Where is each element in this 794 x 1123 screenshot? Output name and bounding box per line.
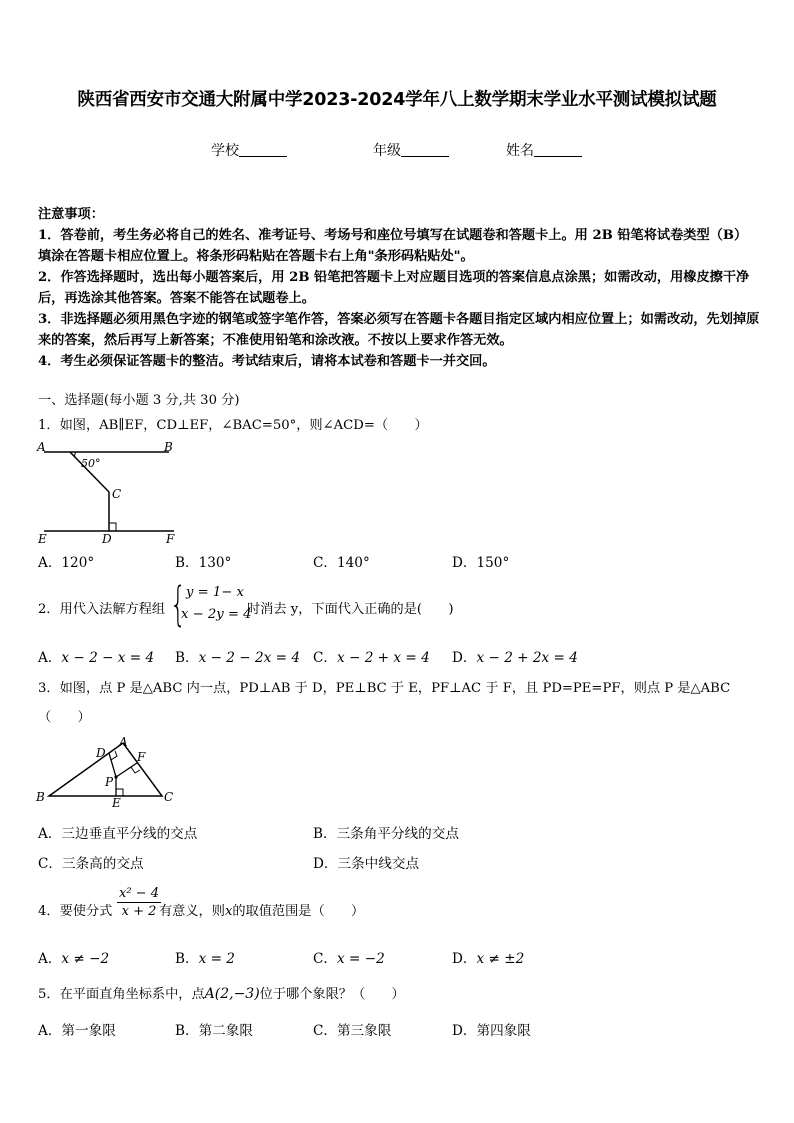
q4-option-a	[38, 947, 109, 967]
exam-notes	[38, 204, 760, 372]
option-expr: x − 2 − 2x = 4	[198, 650, 300, 666]
school-label: 学校	[211, 143, 239, 159]
q2-option-d	[452, 646, 578, 666]
option-letter: D．	[452, 650, 477, 666]
q3-figure	[34, 733, 179, 813]
name-blank	[534, 142, 582, 157]
option-expr: x − 2 + 2x = 4	[476, 650, 578, 666]
q1-label-f: F	[166, 532, 175, 546]
q4-suffix-a: 有意义，则	[159, 904, 225, 919]
option-letter: B．	[175, 951, 199, 967]
q4-variable: x	[224, 904, 233, 919]
q4-option-c	[313, 947, 385, 967]
q1-label-d: D	[102, 532, 112, 546]
q5-option-a: A．第一象限	[38, 1023, 116, 1039]
q2-option-a	[38, 646, 154, 666]
q1-option-b: B．130°	[175, 555, 232, 571]
q5-prefix: 5．在平面直角坐标系中，点	[38, 987, 205, 1002]
grade-blank	[401, 142, 449, 157]
q2-option-c	[313, 646, 430, 666]
q3-label-b: B	[36, 790, 45, 804]
q4-option-d	[452, 947, 524, 967]
brace-icon: {	[170, 577, 187, 631]
q1-label-b: B	[164, 440, 173, 454]
note-item: 1．答卷前，考生务必将自己的姓名、准考证号、考场号和座位号填写在试题卷和答题卡上。用 2B 铅笔将试卷类型（B）填涂在答题卡相应位置上。将条形码粘贴在答题卡右上角"条形码粘贴处"。	[38, 228, 748, 264]
q2-equation-1: y = 1− x	[186, 585, 244, 600]
q3-label-c: C	[164, 790, 174, 804]
option-expr: x = 2	[198, 951, 235, 967]
q3-option-a: A．三边垂直平分线的交点	[38, 826, 198, 842]
q4-option-b	[175, 947, 235, 967]
q1-label-e: E	[38, 532, 47, 546]
q3-label-d: D	[96, 746, 106, 760]
name-label: 姓名	[506, 143, 534, 159]
grade-label: 年级	[373, 143, 401, 159]
option-expr: x = −2	[337, 951, 385, 967]
q4-denominator: x + 2	[121, 904, 157, 919]
note-item: 4．考生必须保证答题卡的整洁。考试结束后，请将本试卷和答题卡一并交回。	[38, 354, 496, 369]
q3-stem-paren: （ ）	[38, 710, 91, 725]
section-heading: 一、选择题(每小题 3 分,共 30 分)	[38, 393, 240, 408]
q3-option-c: C．三条高的交点	[38, 856, 144, 872]
q4-suffix	[159, 900, 364, 919]
q4-suffix-b: 的取值范围是（ ）	[232, 904, 365, 919]
q2-suffix: 时消去 y，下面代入正确的是( )	[247, 602, 454, 617]
name-field	[506, 140, 582, 160]
page-title: 陕西省西安市交通大附属中学2023-2024学年八上数学期末学业水平测试模拟试题	[77, 90, 717, 110]
q3-label-a: A	[119, 735, 128, 749]
option-letter: A．	[38, 951, 62, 967]
q5-option-d: D．第四象限	[452, 1023, 531, 1039]
q5-option-b: B．第二象限	[175, 1023, 253, 1039]
q5-point: A(2,−3)	[204, 986, 260, 1002]
q2-equation-2: x − 2y = 4	[181, 607, 252, 622]
q1-label-a: A	[37, 440, 46, 454]
note-item: 3．非选择题必须用黑色字迹的钢笔或签字笔作答，答案必须写在答题卡各题目指定区域内相应位置上；如需改动，先划掉原来的答案，然后再写上新答案；不准使用铅笔和涂改液。不按以上要求作答无效。	[38, 312, 760, 348]
q3-stem: 3．如图，点 P 是△ABC 内一点，PD⊥AB 于 D，PE⊥BC 于 E，PF⊥AC 于 F，且 PD=PE=PF，则点 P 是△ABC	[38, 681, 731, 696]
q3-option-b: B．三条角平分线的交点	[313, 826, 459, 842]
q4-prefix: 4．要使分式	[38, 904, 113, 919]
q1-label-c: C	[112, 487, 122, 501]
q3-label-p: P	[105, 775, 114, 789]
note-item: 2．作答选择题时，选出每小题答案后，用 2B 铅笔把答题卡上对应题目选项的答案信息点涂黑；如需改动，用橡皮擦干净后，再选涂其他答案。答案不能答在试题卷上。	[38, 270, 750, 306]
notes-heading: 注意事项：	[38, 207, 104, 222]
q4-fraction	[117, 886, 161, 919]
option-expr: x − 2 + x = 4	[337, 650, 430, 666]
option-letter: C．	[313, 650, 337, 666]
q4-numerator: x² − 4	[119, 886, 159, 901]
option-letter: C．	[313, 951, 337, 967]
q1-option-a: A．120°	[38, 555, 95, 571]
option-expr: x ≠ ±2	[476, 951, 525, 967]
option-expr: x ≠ −2	[61, 951, 110, 967]
option-expr: x − 2 − x = 4	[61, 650, 155, 666]
option-letter: A．	[38, 650, 62, 666]
option-letter: D．	[452, 951, 477, 967]
school-field	[211, 140, 287, 160]
q1-option-d: D．150°	[452, 555, 510, 571]
q1-angle-label: 50°	[81, 457, 101, 470]
school-blank	[239, 142, 287, 157]
q5-suffix: 位于哪个象限？（ ）	[259, 987, 405, 1002]
q3-label-f: F	[137, 750, 146, 764]
q5-stem	[38, 983, 405, 1002]
q5-option-c: C．第三象限	[313, 1023, 392, 1039]
q3-label-e: E	[112, 796, 121, 810]
q3-option-d: D．三条中线交点	[313, 856, 420, 872]
q1-stem: 1．如图，AB∥EF，CD⊥EF，∠BAC=50°，则∠ACD=（ ）	[38, 418, 428, 433]
q2-option-b	[175, 646, 300, 666]
q2-prefix: 2．用代入法解方程组	[38, 602, 166, 617]
option-letter: B．	[175, 650, 199, 666]
q1-figure	[36, 436, 181, 546]
grade-field	[373, 140, 449, 160]
q1-option-c: C．140°	[313, 555, 370, 571]
